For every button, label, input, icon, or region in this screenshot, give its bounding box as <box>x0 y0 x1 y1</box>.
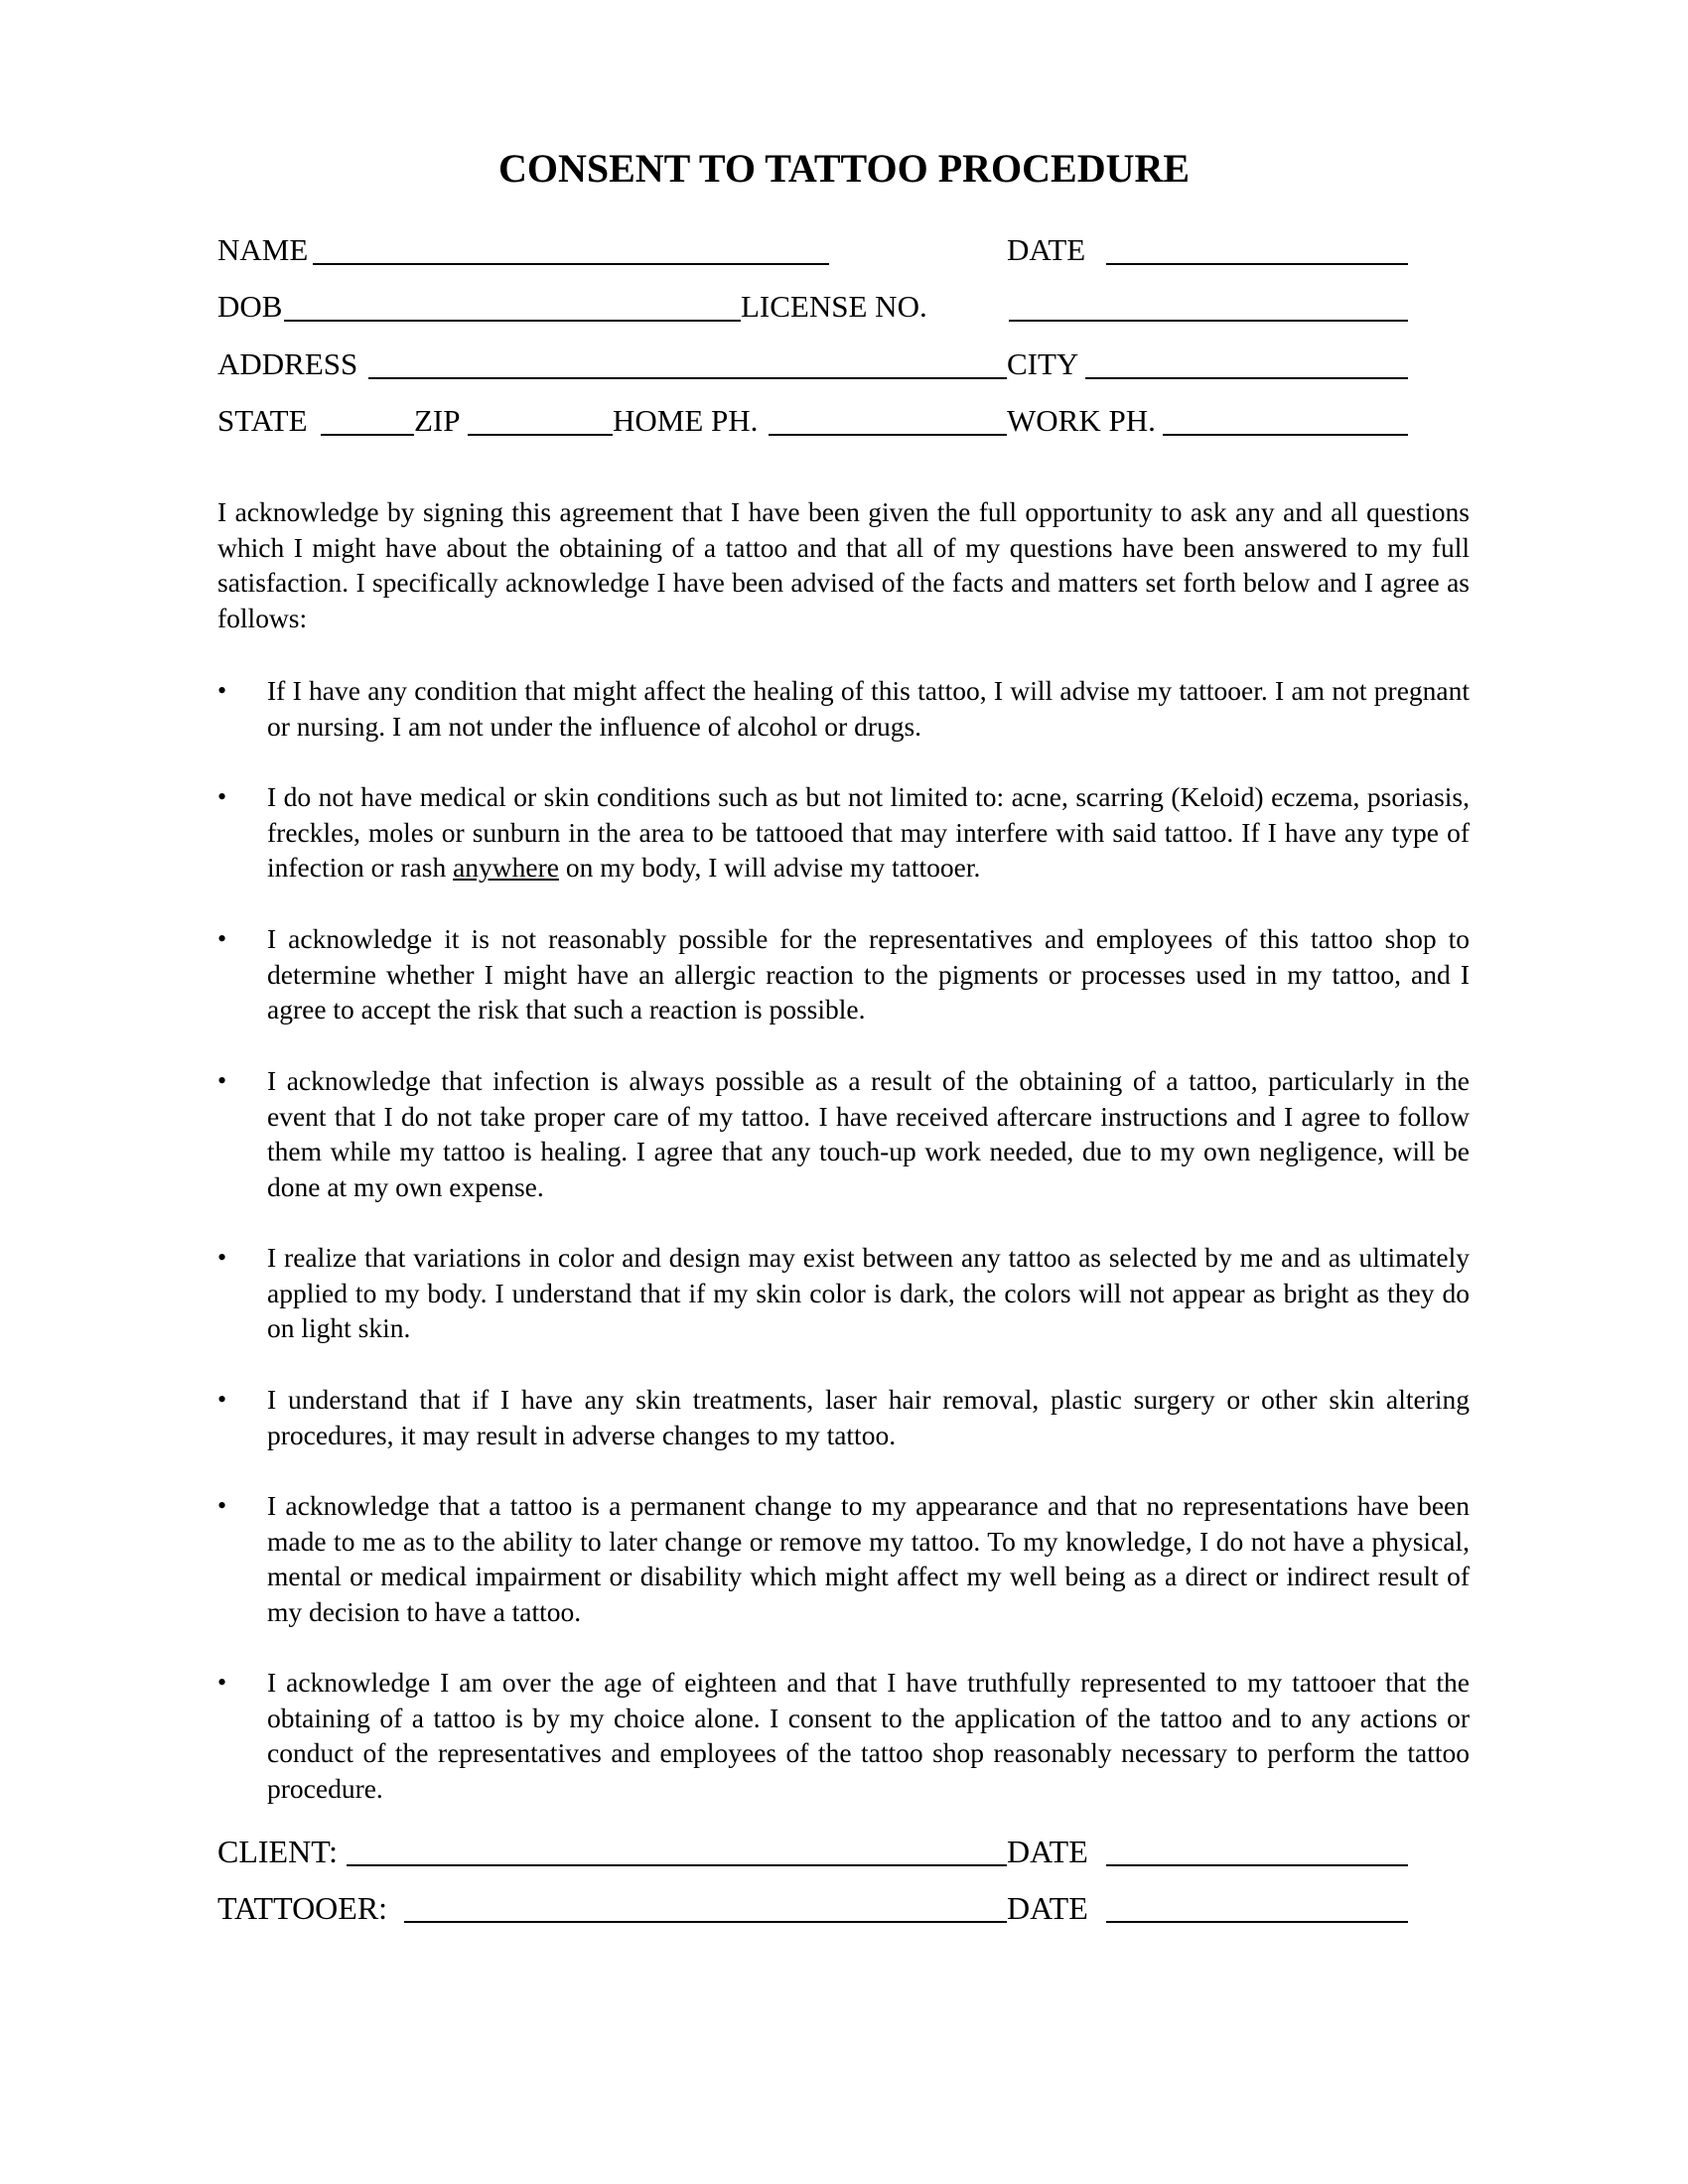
emphasis-underlined-word: anywhere <box>453 852 559 883</box>
license-field[interactable] <box>1009 320 1408 322</box>
list-item <box>217 1240 1470 1346</box>
client-date-field[interactable] <box>1106 1864 1408 1866</box>
dob-label: DOB <box>217 289 283 324</box>
bullet-icon: • <box>217 924 227 953</box>
date-field[interactable] <box>1106 263 1408 265</box>
tattooer-signature-row <box>217 1888 1408 1928</box>
bullet-text-part: I do not have medical or skin conditions such as but not limited to: acne, scarring (Keloid) eczema, psoriasis, freckles, moles or sunburn in the area to be tattooed that may interfere with said tattoo. If I have any type of infection or rash <box>267 781 1470 883</box>
dob-license-row <box>217 287 1408 327</box>
bullet-icon: • <box>217 676 227 705</box>
address-label: ADDRESS <box>217 346 358 381</box>
bullet-text: I understand that if I have any skin treatments, laser hair removal, plastic surgery or other skin altering procedures, it may result in adverse changes to my tattoo. <box>267 1384 1470 1450</box>
address-field[interactable] <box>368 377 1007 379</box>
bullet-text: I acknowledge I am over the age of eighteen and that I have truthfully represented to my tattooer that the obtaining of a tattoo is by my choice alone. I consent to the application of the tattoo and to any actions or conduct of the representatives and employees of the tattoo shop reasonably necessary to perform the tattoo procedure. <box>267 1667 1470 1804</box>
home-phone-label: HOME PH. <box>613 403 759 438</box>
bullet-icon: • <box>217 1491 227 1520</box>
name-field[interactable] <box>313 263 829 265</box>
bullet-text: I realize that variations in color and design may exist between any tattoo as selected by me and as ultimately applied to my body. I understand that if my skin color is dark, the colors will not appear as bright as they do on light skin. <box>267 1242 1470 1343</box>
bullet-text: I acknowledge that infection is always possible as a result of the obtaining of a tattoo, particularly in the event that I do not take proper care of my tattoo. I have received aftercare instructions and I agree to follow them while my tattoo is healing. I agree that any touch-up work needed, due to my own negligence, will be done at my own expense. <box>267 1065 1470 1202</box>
work-phone-label: WORK PH. <box>1007 403 1156 438</box>
bullet-text-part: on my body, I will advise my tattooer. <box>558 852 981 883</box>
list-item <box>217 1063 1470 1204</box>
state-zip-phone-row <box>217 401 1408 441</box>
bullet-text <box>267 779 1470 886</box>
work-phone-field[interactable] <box>1163 434 1408 436</box>
list-item <box>217 1665 1470 1806</box>
list-item <box>217 1382 1470 1452</box>
bullet-icon: • <box>217 1385 227 1414</box>
home-phone-field[interactable] <box>769 434 1007 436</box>
client-signature-field[interactable] <box>347 1864 1007 1866</box>
license-label: LICENSE NO. <box>741 289 927 324</box>
name-label: NAME <box>217 232 309 267</box>
tattooer-date-label: DATE <box>1007 1890 1088 1926</box>
dob-field[interactable] <box>284 320 741 322</box>
bullet-icon: • <box>217 782 227 811</box>
tattooer-signature-field[interactable] <box>404 1921 1007 1923</box>
address-city-row <box>217 344 1408 384</box>
page-title: CONSENT TO TATTOO PROCEDURE <box>497 146 1191 191</box>
list-item <box>217 673 1470 744</box>
tattooer-date-field[interactable] <box>1106 1921 1408 1923</box>
client-label: CLIENT: <box>217 1834 339 1869</box>
list-item <box>217 779 1470 886</box>
name-date-row <box>217 230 1408 270</box>
state-field[interactable] <box>321 434 414 436</box>
date-label: DATE <box>1007 232 1086 267</box>
list-item <box>217 921 1470 1027</box>
bullet-text: I acknowledge it is not reasonably possible for the representatives and employees of this tattoo shop to determine whether I might have an allergic reaction to the pigments or processes used in my tattoo, and I agree to accept the risk that such a reaction is possible. <box>267 923 1470 1024</box>
bullet-text: I acknowledge that a tattoo is a permanent change to my appearance and that no representations have been made to me as to the ability to later change or remove my tattoo. To my knowledge, I do not have a physical, mental or medical impairment or disability which might affect my well being as a direct or indirect result of my decision to have a tattoo. <box>267 1490 1470 1627</box>
intro-paragraph: I acknowledge by signing this agreement that I have been given the full opportunity to ask any and all questions which I might have about the obtaining of a tattoo and that all of my questions have been answered to my full satisfaction. I specifically acknowledge I have been advised of the facts and matters set forth below and I agree as follows: <box>217 496 1470 633</box>
list-item <box>217 1488 1470 1629</box>
bullet-text: If I have any condition that might affect the healing of this tattoo, I will advise my tattooer. I am not pregnant or nursing. I am not under the influence of alcohol or drugs. <box>267 675 1470 742</box>
client-signature-row <box>217 1832 1408 1871</box>
state-label: STATE <box>217 403 308 438</box>
zip-label: ZIP <box>414 403 461 438</box>
zip-field[interactable] <box>468 434 613 436</box>
bullet-icon: • <box>217 1243 227 1272</box>
bullet-icon: • <box>217 1066 227 1095</box>
city-field[interactable] <box>1085 377 1408 379</box>
city-label: CITY <box>1007 346 1079 381</box>
bullet-icon: • <box>217 1668 227 1697</box>
tattooer-label: TATTOOER: <box>217 1890 388 1926</box>
client-date-label: DATE <box>1007 1834 1088 1869</box>
